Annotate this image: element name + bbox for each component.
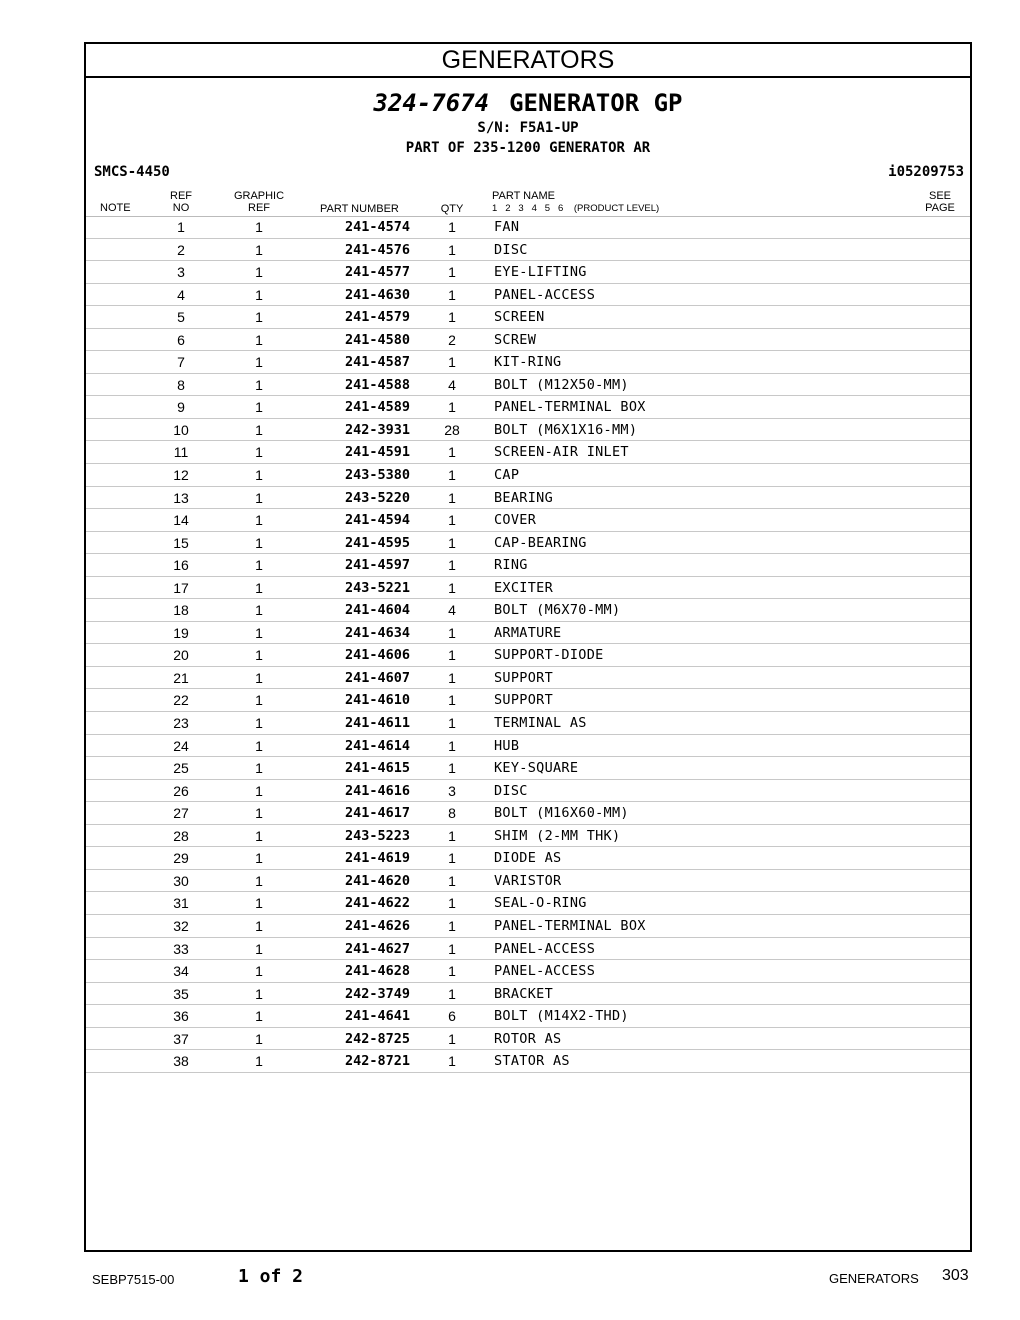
ref-no-cell: 9 — [177, 399, 185, 416]
ref-no-cell: 18 — [173, 602, 189, 619]
graphic-ref-cell: 1 — [255, 309, 263, 326]
table-row — [86, 712, 970, 735]
table-row — [86, 599, 970, 622]
col-ref-top: REF — [170, 190, 192, 202]
qty-cell: 1 — [448, 264, 456, 281]
ref-no-cell: 28 — [173, 827, 189, 844]
part-name-cell: BOLT (M12X50-MM) — [494, 376, 629, 393]
parts-table-body — [86, 216, 970, 1073]
ref-no-cell: 34 — [173, 963, 189, 980]
part-number-cell: 241-4587 — [344, 354, 410, 371]
section-title: GENERATORS — [86, 44, 970, 78]
page-footer — [0, 1266, 1020, 1296]
part-number-cell: 241-4626 — [344, 917, 410, 934]
graphic-ref-cell: 1 — [255, 331, 263, 348]
part-name-cell: FAN — [494, 219, 520, 235]
part-number-cell: 241-4577 — [344, 264, 410, 281]
part-name-cell: EXCITER — [494, 579, 553, 596]
part-name-cell: PANEL-TERMINAL BOX — [494, 399, 646, 416]
graphic-ref-cell: 1 — [255, 737, 263, 754]
part-number-cell: 242-8721 — [344, 1053, 410, 1070]
qty-cell: 1 — [448, 1030, 456, 1047]
graphic-ref-cell: 1 — [255, 489, 263, 506]
part-name-cell: COVER — [494, 512, 537, 529]
ref-no-cell: 4 — [177, 286, 185, 303]
parts-list-frame — [84, 42, 972, 1252]
ref-no-cell: 30 — [173, 872, 189, 889]
table-row — [86, 735, 970, 758]
ref-no-cell: 1 — [177, 219, 185, 235]
part-name-cell: CAP — [494, 467, 520, 484]
part-name-cell: SHIM (2-MM THK) — [494, 827, 621, 844]
qty-cell: 1 — [448, 669, 456, 686]
graphic-ref-cell: 1 — [255, 534, 263, 551]
qty-cell: 1 — [448, 219, 456, 235]
graphic-ref-cell: 1 — [255, 963, 263, 980]
part-number-cell: 242-8725 — [344, 1030, 410, 1047]
qty-cell: 2 — [448, 331, 456, 348]
table-row — [86, 622, 970, 645]
group-number: 324-7674 — [373, 89, 490, 117]
qty-cell: 1 — [448, 579, 456, 596]
qty-cell: 1 — [448, 399, 456, 416]
qty-cell: 4 — [448, 602, 456, 619]
ref-no-cell: 33 — [173, 940, 189, 957]
table-row — [86, 554, 970, 577]
qty-cell: 1 — [448, 827, 456, 844]
part-number-cell: 241-4597 — [344, 557, 410, 574]
qty-cell: 1 — [448, 850, 456, 867]
qty-cell: 1 — [448, 241, 456, 258]
smcs-code: SMCS-4450 — [94, 164, 170, 180]
ref-no-cell: 19 — [173, 624, 189, 641]
table-row — [86, 306, 970, 329]
qty-cell: 1 — [448, 760, 456, 777]
group-heading — [86, 88, 970, 158]
part-name-cell: CAP-BEARING — [494, 534, 587, 551]
ref-no-cell: 8 — [177, 376, 185, 393]
qty-cell: 6 — [448, 1008, 456, 1025]
part-number-cell: 241-4574 — [344, 219, 410, 235]
ref-no-cell: 38 — [173, 1053, 189, 1070]
table-row — [86, 441, 970, 464]
part-name-cell: EYE-LIFTING — [494, 264, 587, 281]
table-row — [86, 464, 970, 487]
part-name-cell: SCREW — [494, 331, 537, 348]
ref-no-cell: 15 — [173, 534, 189, 551]
part-number-cell: 241-4620 — [344, 872, 410, 889]
qty-cell: 1 — [448, 647, 456, 664]
col-part-number: PART NUMBER — [320, 203, 399, 215]
graphic-ref-cell: 1 — [255, 624, 263, 641]
graphic-ref-cell: 1 — [255, 1030, 263, 1047]
table-row — [86, 532, 970, 555]
table-row — [86, 644, 970, 667]
part-name-cell: KIT-RING — [494, 354, 562, 371]
table-row — [86, 374, 970, 397]
part-name-cell: ARMATURE — [494, 624, 562, 641]
col-qty: QTY — [440, 203, 464, 215]
part-number-cell: 241-4619 — [344, 850, 410, 867]
part-number-cell: 241-4588 — [344, 376, 410, 393]
part-number-cell: 241-4607 — [344, 669, 410, 686]
table-row — [86, 509, 970, 532]
ref-no-cell: 25 — [173, 760, 189, 777]
graphic-ref-cell: 1 — [255, 940, 263, 957]
ref-no-cell: 14 — [173, 512, 189, 529]
part-name-cell: VARISTOR — [494, 872, 562, 889]
qty-cell: 1 — [448, 985, 456, 1002]
table-row — [86, 870, 970, 893]
ref-no-cell: 5 — [177, 309, 185, 326]
table-row — [86, 689, 970, 712]
part-number-cell: 243-5220 — [344, 489, 410, 506]
part-number-cell: 241-4610 — [344, 692, 410, 709]
graphic-ref-cell: 1 — [255, 715, 263, 732]
table-row — [86, 419, 970, 442]
illustration-id: i05209753 — [888, 164, 964, 180]
part-number-cell: 241-4614 — [344, 737, 410, 754]
table-row — [86, 960, 970, 983]
qty-cell: 1 — [448, 624, 456, 641]
col-note: NOTE — [100, 202, 131, 214]
part-name-cell: PANEL-ACCESS — [494, 940, 596, 957]
ref-no-cell: 13 — [173, 489, 189, 506]
graphic-ref-cell: 1 — [255, 985, 263, 1002]
part-number-cell: 241-4627 — [344, 940, 410, 957]
ref-no-cell: 20 — [173, 647, 189, 664]
part-number-cell: 241-4622 — [344, 895, 410, 912]
part-number-cell: 241-4634 — [344, 624, 410, 641]
part-name-cell: SCREEN — [494, 309, 545, 326]
part-name-cell: HUB — [494, 737, 520, 754]
part-name-cell: KEY-SQUARE — [494, 760, 579, 777]
qty-cell: 8 — [448, 805, 456, 822]
part-name-cell: BOLT (M14X2-THD) — [494, 1008, 629, 1025]
group-title — [86, 88, 970, 118]
table-row — [86, 239, 970, 262]
part-name-cell: SEAL-O-RING — [494, 895, 587, 912]
part-name-cell: BOLT (M6X1X16-MM) — [494, 421, 638, 438]
graphic-ref-cell: 1 — [255, 917, 263, 934]
graphic-ref-cell: 1 — [255, 399, 263, 416]
qty-cell: 1 — [448, 963, 456, 980]
qty-cell: 1 — [448, 557, 456, 574]
part-number-cell: 241-4641 — [344, 1008, 410, 1025]
table-row — [86, 938, 970, 961]
part-number-cell: 241-4589 — [344, 399, 410, 416]
qty-cell: 1 — [448, 354, 456, 371]
footer-page-of: 1 of 2 — [238, 1266, 304, 1287]
table-row — [86, 667, 970, 690]
part-number-cell: 241-4628 — [344, 963, 410, 980]
table-row — [86, 825, 970, 848]
qty-cell: 1 — [448, 737, 456, 754]
ref-no-cell: 11 — [173, 444, 189, 461]
part-number-cell: 241-4616 — [344, 782, 410, 799]
table-row — [86, 284, 970, 307]
table-row — [86, 915, 970, 938]
part-number-cell: 241-4606 — [344, 647, 410, 664]
graphic-ref-cell: 1 — [255, 421, 263, 438]
part-number-cell: 242-3749 — [344, 985, 410, 1002]
column-headers — [86, 188, 970, 217]
graphic-ref-cell: 1 — [255, 376, 263, 393]
qty-cell: 1 — [448, 872, 456, 889]
graphic-ref-cell: 1 — [255, 467, 263, 484]
ref-no-cell: 36 — [173, 1008, 189, 1025]
part-number-cell: 241-4595 — [344, 534, 410, 551]
graphic-ref-cell: 1 — [255, 669, 263, 686]
ref-no-cell: 17 — [173, 579, 189, 596]
qty-cell: 1 — [448, 534, 456, 551]
ref-no-cell: 22 — [173, 692, 189, 709]
graphic-ref-cell: 1 — [255, 895, 263, 912]
serial-range: S/N: F5A1-UP — [477, 120, 579, 136]
part-number-cell: 243-5223 — [344, 827, 410, 844]
part-name-cell: BOLT (M16X60-MM) — [494, 805, 629, 822]
footer-doc-number: SEBP7515-00 — [92, 1272, 175, 1287]
part-name-cell: STATOR AS — [494, 1053, 570, 1070]
part-name-cell: PANEL-TERMINAL BOX — [494, 917, 646, 934]
ref-no-cell: 32 — [173, 917, 189, 934]
graphic-ref-cell: 1 — [255, 827, 263, 844]
part-number-cell: 241-4576 — [344, 241, 410, 258]
qty-cell: 4 — [448, 376, 456, 393]
part-name-cell: DISC — [494, 782, 528, 799]
table-row — [86, 351, 970, 374]
part-name-cell: SUPPORT-DIODE — [494, 647, 604, 664]
part-number-cell: 241-4611 — [344, 715, 410, 732]
qty-cell: 1 — [448, 1053, 456, 1070]
graphic-ref-cell: 1 — [255, 557, 263, 574]
qty-cell: 1 — [448, 940, 456, 957]
part-name-cell: RING — [494, 557, 528, 574]
graphic-ref-cell: 1 — [255, 1008, 263, 1025]
table-row — [86, 396, 970, 419]
table-row — [86, 329, 970, 352]
table-row — [86, 1050, 970, 1073]
qty-cell: 28 — [444, 421, 460, 438]
ref-no-cell: 37 — [173, 1030, 189, 1047]
smcs-row — [94, 164, 964, 184]
ref-no-cell: 21 — [173, 669, 189, 686]
graphic-ref-cell: 1 — [255, 444, 263, 461]
part-name-cell: BOLT (M6X70-MM) — [494, 602, 621, 619]
graphic-ref-cell: 1 — [255, 241, 263, 258]
part-number-cell: 243-5221 — [344, 579, 410, 596]
qty-cell: 1 — [448, 917, 456, 934]
qty-cell: 1 — [448, 286, 456, 303]
part-number-cell: 241-4615 — [344, 760, 410, 777]
table-row — [86, 487, 970, 510]
part-number-cell: 241-4604 — [344, 602, 410, 619]
ref-no-cell: 2 — [177, 241, 185, 258]
col-product-levels: 1 2 3 4 5 6 (PRODUCT LEVEL) — [492, 203, 660, 214]
part-name-cell: TERMINAL AS — [494, 715, 587, 732]
col-see-bottom: PAGE — [925, 202, 955, 214]
footer-page-number: 303 — [942, 1267, 969, 1284]
qty-cell: 1 — [448, 467, 456, 484]
col-see-top: SEE — [928, 190, 951, 202]
ref-no-cell: 7 — [177, 354, 185, 371]
table-row — [86, 216, 970, 239]
table-row — [86, 983, 970, 1006]
part-number-cell: 241-4580 — [344, 331, 410, 348]
group-name: GENERATOR GP — [509, 89, 683, 117]
graphic-ref-cell: 1 — [255, 872, 263, 889]
table-row — [86, 1028, 970, 1051]
graphic-ref-cell: 1 — [255, 692, 263, 709]
col-graphic-bottom: REF — [248, 202, 270, 214]
table-row — [86, 577, 970, 600]
part-number-cell: 241-4594 — [344, 512, 410, 529]
table-row — [86, 847, 970, 870]
graphic-ref-cell: 1 — [255, 1053, 263, 1070]
ref-no-cell: 12 — [173, 467, 189, 484]
table-row — [86, 802, 970, 825]
qty-cell: 3 — [448, 782, 456, 799]
ref-no-cell: 26 — [173, 782, 189, 799]
graphic-ref-cell: 1 — [255, 579, 263, 596]
part-number-cell: 241-4617 — [344, 805, 410, 822]
table-row — [86, 757, 970, 780]
table-row — [86, 892, 970, 915]
ref-no-cell: 29 — [173, 850, 189, 867]
part-name-cell: BRACKET — [494, 985, 553, 1002]
ref-no-cell: 35 — [173, 985, 189, 1002]
ref-no-cell: 31 — [173, 895, 189, 912]
col-ref-bottom: NO — [172, 202, 190, 214]
graphic-ref-cell: 1 — [255, 805, 263, 822]
part-name-cell: DISC — [494, 241, 528, 258]
part-number-cell: 241-4591 — [344, 444, 410, 461]
part-name-cell: PANEL-ACCESS — [494, 286, 596, 303]
part-name-cell: PANEL-ACCESS — [494, 963, 596, 980]
ref-no-cell: 16 — [173, 557, 189, 574]
footer-section: GENERATORS — [829, 1271, 919, 1286]
qty-cell: 1 — [448, 309, 456, 326]
part-number-cell: 243-5380 — [344, 467, 410, 484]
qty-cell: 1 — [448, 895, 456, 912]
part-name-cell: SUPPORT — [494, 692, 553, 709]
graphic-ref-cell: 1 — [255, 647, 263, 664]
graphic-ref-cell: 1 — [255, 850, 263, 867]
table-row — [86, 261, 970, 284]
col-graphic-top: GRAPHIC — [233, 190, 285, 202]
ref-no-cell: 3 — [177, 264, 185, 281]
part-number-cell: 241-4630 — [344, 286, 410, 303]
ref-no-cell: 27 — [173, 805, 189, 822]
graphic-ref-cell: 1 — [255, 219, 263, 235]
part-name-cell: DIODE AS — [494, 850, 562, 867]
graphic-ref-cell: 1 — [255, 264, 263, 281]
graphic-ref-cell: 1 — [255, 286, 263, 303]
part-number-cell: 241-4579 — [344, 309, 410, 326]
col-part-name: PART NAME — [492, 190, 555, 202]
qty-cell: 1 — [448, 444, 456, 461]
graphic-ref-cell: 1 — [255, 512, 263, 529]
part-of-line: PART OF 235-1200 GENERATOR AR — [405, 140, 651, 156]
part-name-cell: BEARING — [494, 489, 553, 506]
part-name-cell: SUPPORT — [494, 669, 553, 686]
graphic-ref-cell: 1 — [255, 354, 263, 371]
qty-cell: 1 — [448, 692, 456, 709]
part-number-cell: 242-3931 — [344, 421, 410, 438]
ref-no-cell: 24 — [173, 737, 189, 754]
qty-cell: 1 — [448, 512, 456, 529]
graphic-ref-cell: 1 — [255, 602, 263, 619]
table-row — [86, 780, 970, 803]
qty-cell: 1 — [448, 489, 456, 506]
ref-no-cell: 23 — [173, 715, 189, 732]
qty-cell: 1 — [448, 715, 456, 732]
ref-no-cell: 10 — [173, 421, 189, 438]
table-row — [86, 1005, 970, 1028]
graphic-ref-cell: 1 — [255, 760, 263, 777]
part-name-cell: SCREEN-AIR INLET — [494, 444, 629, 461]
part-name-cell: ROTOR AS — [494, 1030, 562, 1047]
graphic-ref-cell: 1 — [255, 782, 263, 799]
ref-no-cell: 6 — [177, 331, 185, 348]
